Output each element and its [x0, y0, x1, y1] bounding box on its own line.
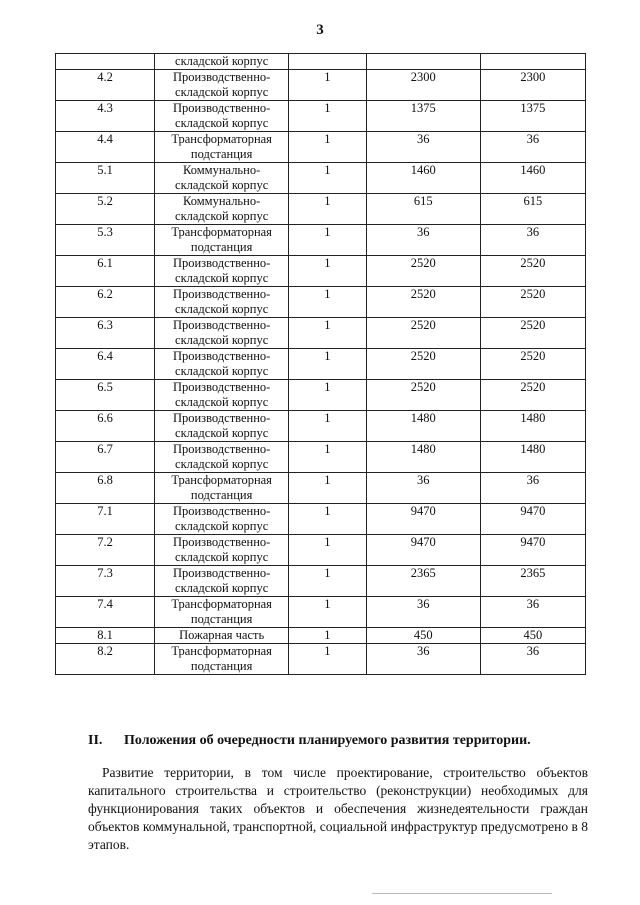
total-area-cell: 2365 [480, 566, 585, 597]
total-area-cell: 615 [480, 194, 585, 225]
quantity-cell: 1 [289, 504, 367, 535]
area-cell: 1460 [366, 163, 480, 194]
row-number-cell: 7.2 [56, 535, 155, 566]
total-area-cell: 36 [480, 132, 585, 163]
section-number: II. [88, 733, 103, 748]
row-number-cell: 5.2 [56, 194, 155, 225]
object-name-cell: Производственно-складской корпус [155, 442, 289, 473]
row-number-cell: 4.3 [56, 101, 155, 132]
row-number-cell: 8.1 [56, 628, 155, 644]
object-name-cell: Трансформаторная подстанция [155, 597, 289, 628]
table-row [56, 473, 586, 504]
area-cell: 36 [366, 644, 480, 675]
object-name-cell: Производственно-складской корпус [155, 504, 289, 535]
area-cell: 2520 [366, 380, 480, 411]
quantity-cell: 1 [289, 225, 367, 256]
row-number-cell: 6.5 [56, 380, 155, 411]
section-paragraph: Развитие территории, в том числе проектирование, строительство объектов капитального строительства и строительство (реконструкции) необходимых для функционирования таких объектов и обеспечения жизнедеятельности граждан объектов коммунальной, транспортной, социальной инфраструктур предусмотрено в 8 этапов. [88, 765, 588, 852]
total-area-cell: 2300 [480, 70, 585, 101]
table-row [56, 287, 586, 318]
quantity-cell [289, 54, 367, 70]
section-title: Положения об очередности планируемого развития территории. [124, 733, 531, 748]
area-cell: 1480 [366, 411, 480, 442]
row-number-cell [56, 54, 155, 70]
quantity-cell: 1 [289, 644, 367, 675]
table-row [56, 70, 586, 101]
object-name-cell: Трансформаторная подстанция [155, 473, 289, 504]
quantity-cell: 1 [289, 349, 367, 380]
quantity-cell: 1 [289, 318, 367, 349]
area-cell: 1375 [366, 101, 480, 132]
table-row [56, 349, 586, 380]
row-number-cell: 7.3 [56, 566, 155, 597]
total-area-cell: 2520 [480, 287, 585, 318]
table-row [56, 442, 586, 473]
object-name-cell: Производственно-складской корпус [155, 380, 289, 411]
table-row [56, 225, 586, 256]
row-number-cell: 6.1 [56, 256, 155, 287]
area-cell: 2520 [366, 287, 480, 318]
row-number-cell: 4.4 [56, 132, 155, 163]
area-cell: 36 [366, 473, 480, 504]
row-number-cell: 6.4 [56, 349, 155, 380]
page-number: 3 [316, 22, 324, 38]
row-number-cell: 8.2 [56, 644, 155, 675]
table-row [56, 644, 586, 675]
object-name-cell: Коммунально-складской корпус [155, 194, 289, 225]
row-number-cell: 6.8 [56, 473, 155, 504]
objects-table-body [56, 54, 586, 675]
section-heading [88, 733, 531, 749]
object-name-cell: Коммунально-складской корпус [155, 163, 289, 194]
area-cell: 2520 [366, 256, 480, 287]
table-row [56, 101, 586, 132]
total-area-cell: 36 [480, 473, 585, 504]
object-name-cell: Производственно-складской корпус [155, 535, 289, 566]
table-row [56, 54, 586, 70]
area-cell: 2520 [366, 318, 480, 349]
quantity-cell: 1 [289, 70, 367, 101]
total-area-cell: 450 [480, 628, 585, 644]
object-name-cell: Пожарная часть [155, 628, 289, 644]
quantity-cell: 1 [289, 194, 367, 225]
object-name-cell: Трансформаторная подстанция [155, 225, 289, 256]
quantity-cell: 1 [289, 566, 367, 597]
total-area-cell: 36 [480, 597, 585, 628]
area-cell: 2300 [366, 70, 480, 101]
area-cell: 2365 [366, 566, 480, 597]
table-row [56, 256, 586, 287]
object-name-cell: Производственно-складской корпус [155, 287, 289, 318]
quantity-cell: 1 [289, 442, 367, 473]
area-cell: 36 [366, 597, 480, 628]
table-row [56, 535, 586, 566]
total-area-cell: 1460 [480, 163, 585, 194]
quantity-cell: 1 [289, 411, 367, 442]
row-number-cell: 7.1 [56, 504, 155, 535]
object-name-cell: Производственно-складской корпус [155, 256, 289, 287]
row-number-cell: 4.2 [56, 70, 155, 101]
object-name-cell: Производственно-складской корпус [155, 411, 289, 442]
quantity-cell: 1 [289, 597, 367, 628]
total-area-cell: 1480 [480, 411, 585, 442]
row-number-cell: 6.3 [56, 318, 155, 349]
area-cell: 1480 [366, 442, 480, 473]
quantity-cell: 1 [289, 535, 367, 566]
quantity-cell: 1 [289, 380, 367, 411]
total-area-cell: 2520 [480, 256, 585, 287]
object-name-cell: Производственно-складской корпус [155, 70, 289, 101]
table-row [56, 318, 586, 349]
area-cell: 9470 [366, 535, 480, 566]
row-number-cell: 6.7 [56, 442, 155, 473]
footer-divider [372, 893, 552, 894]
total-area-cell: 1480 [480, 442, 585, 473]
area-cell: 9470 [366, 504, 480, 535]
total-area-cell: 9470 [480, 535, 585, 566]
total-area-cell: 36 [480, 225, 585, 256]
area-cell: 36 [366, 132, 480, 163]
row-number-cell: 6.6 [56, 411, 155, 442]
area-cell: 2520 [366, 349, 480, 380]
object-name-cell: Производственно-складской корпус [155, 566, 289, 597]
object-name-cell: Производственно-складской корпус [155, 349, 289, 380]
area-cell: 615 [366, 194, 480, 225]
total-area-cell: 1375 [480, 101, 585, 132]
quantity-cell: 1 [289, 473, 367, 504]
row-number-cell: 7.4 [56, 597, 155, 628]
total-area-cell [480, 54, 585, 70]
object-name-cell: Трансформаторная подстанция [155, 644, 289, 675]
quantity-cell: 1 [289, 101, 367, 132]
area-cell: 450 [366, 628, 480, 644]
quantity-cell: 1 [289, 628, 367, 644]
table-row [56, 411, 586, 442]
objects-table [55, 53, 586, 675]
total-area-cell: 2520 [480, 380, 585, 411]
area-cell [366, 54, 480, 70]
total-area-cell: 36 [480, 644, 585, 675]
object-name-cell: Производственно-складской корпус [155, 318, 289, 349]
row-number-cell: 5.1 [56, 163, 155, 194]
table-row [56, 194, 586, 225]
table-row [56, 380, 586, 411]
quantity-cell: 1 [289, 163, 367, 194]
table-row [56, 597, 586, 628]
table-row [56, 132, 586, 163]
total-area-cell: 2520 [480, 318, 585, 349]
object-name-cell: складской корпус [155, 54, 289, 70]
row-number-cell: 6.2 [56, 287, 155, 318]
total-area-cell: 9470 [480, 504, 585, 535]
table-row [56, 628, 586, 644]
table-row [56, 163, 586, 194]
table-row [56, 566, 586, 597]
quantity-cell: 1 [289, 287, 367, 318]
area-cell: 36 [366, 225, 480, 256]
quantity-cell: 1 [289, 256, 367, 287]
total-area-cell: 2520 [480, 349, 585, 380]
quantity-cell: 1 [289, 132, 367, 163]
table-row [56, 504, 586, 535]
row-number-cell: 5.3 [56, 225, 155, 256]
object-name-cell: Производственно-складской корпус [155, 101, 289, 132]
object-name-cell: Трансформаторная подстанция [155, 132, 289, 163]
